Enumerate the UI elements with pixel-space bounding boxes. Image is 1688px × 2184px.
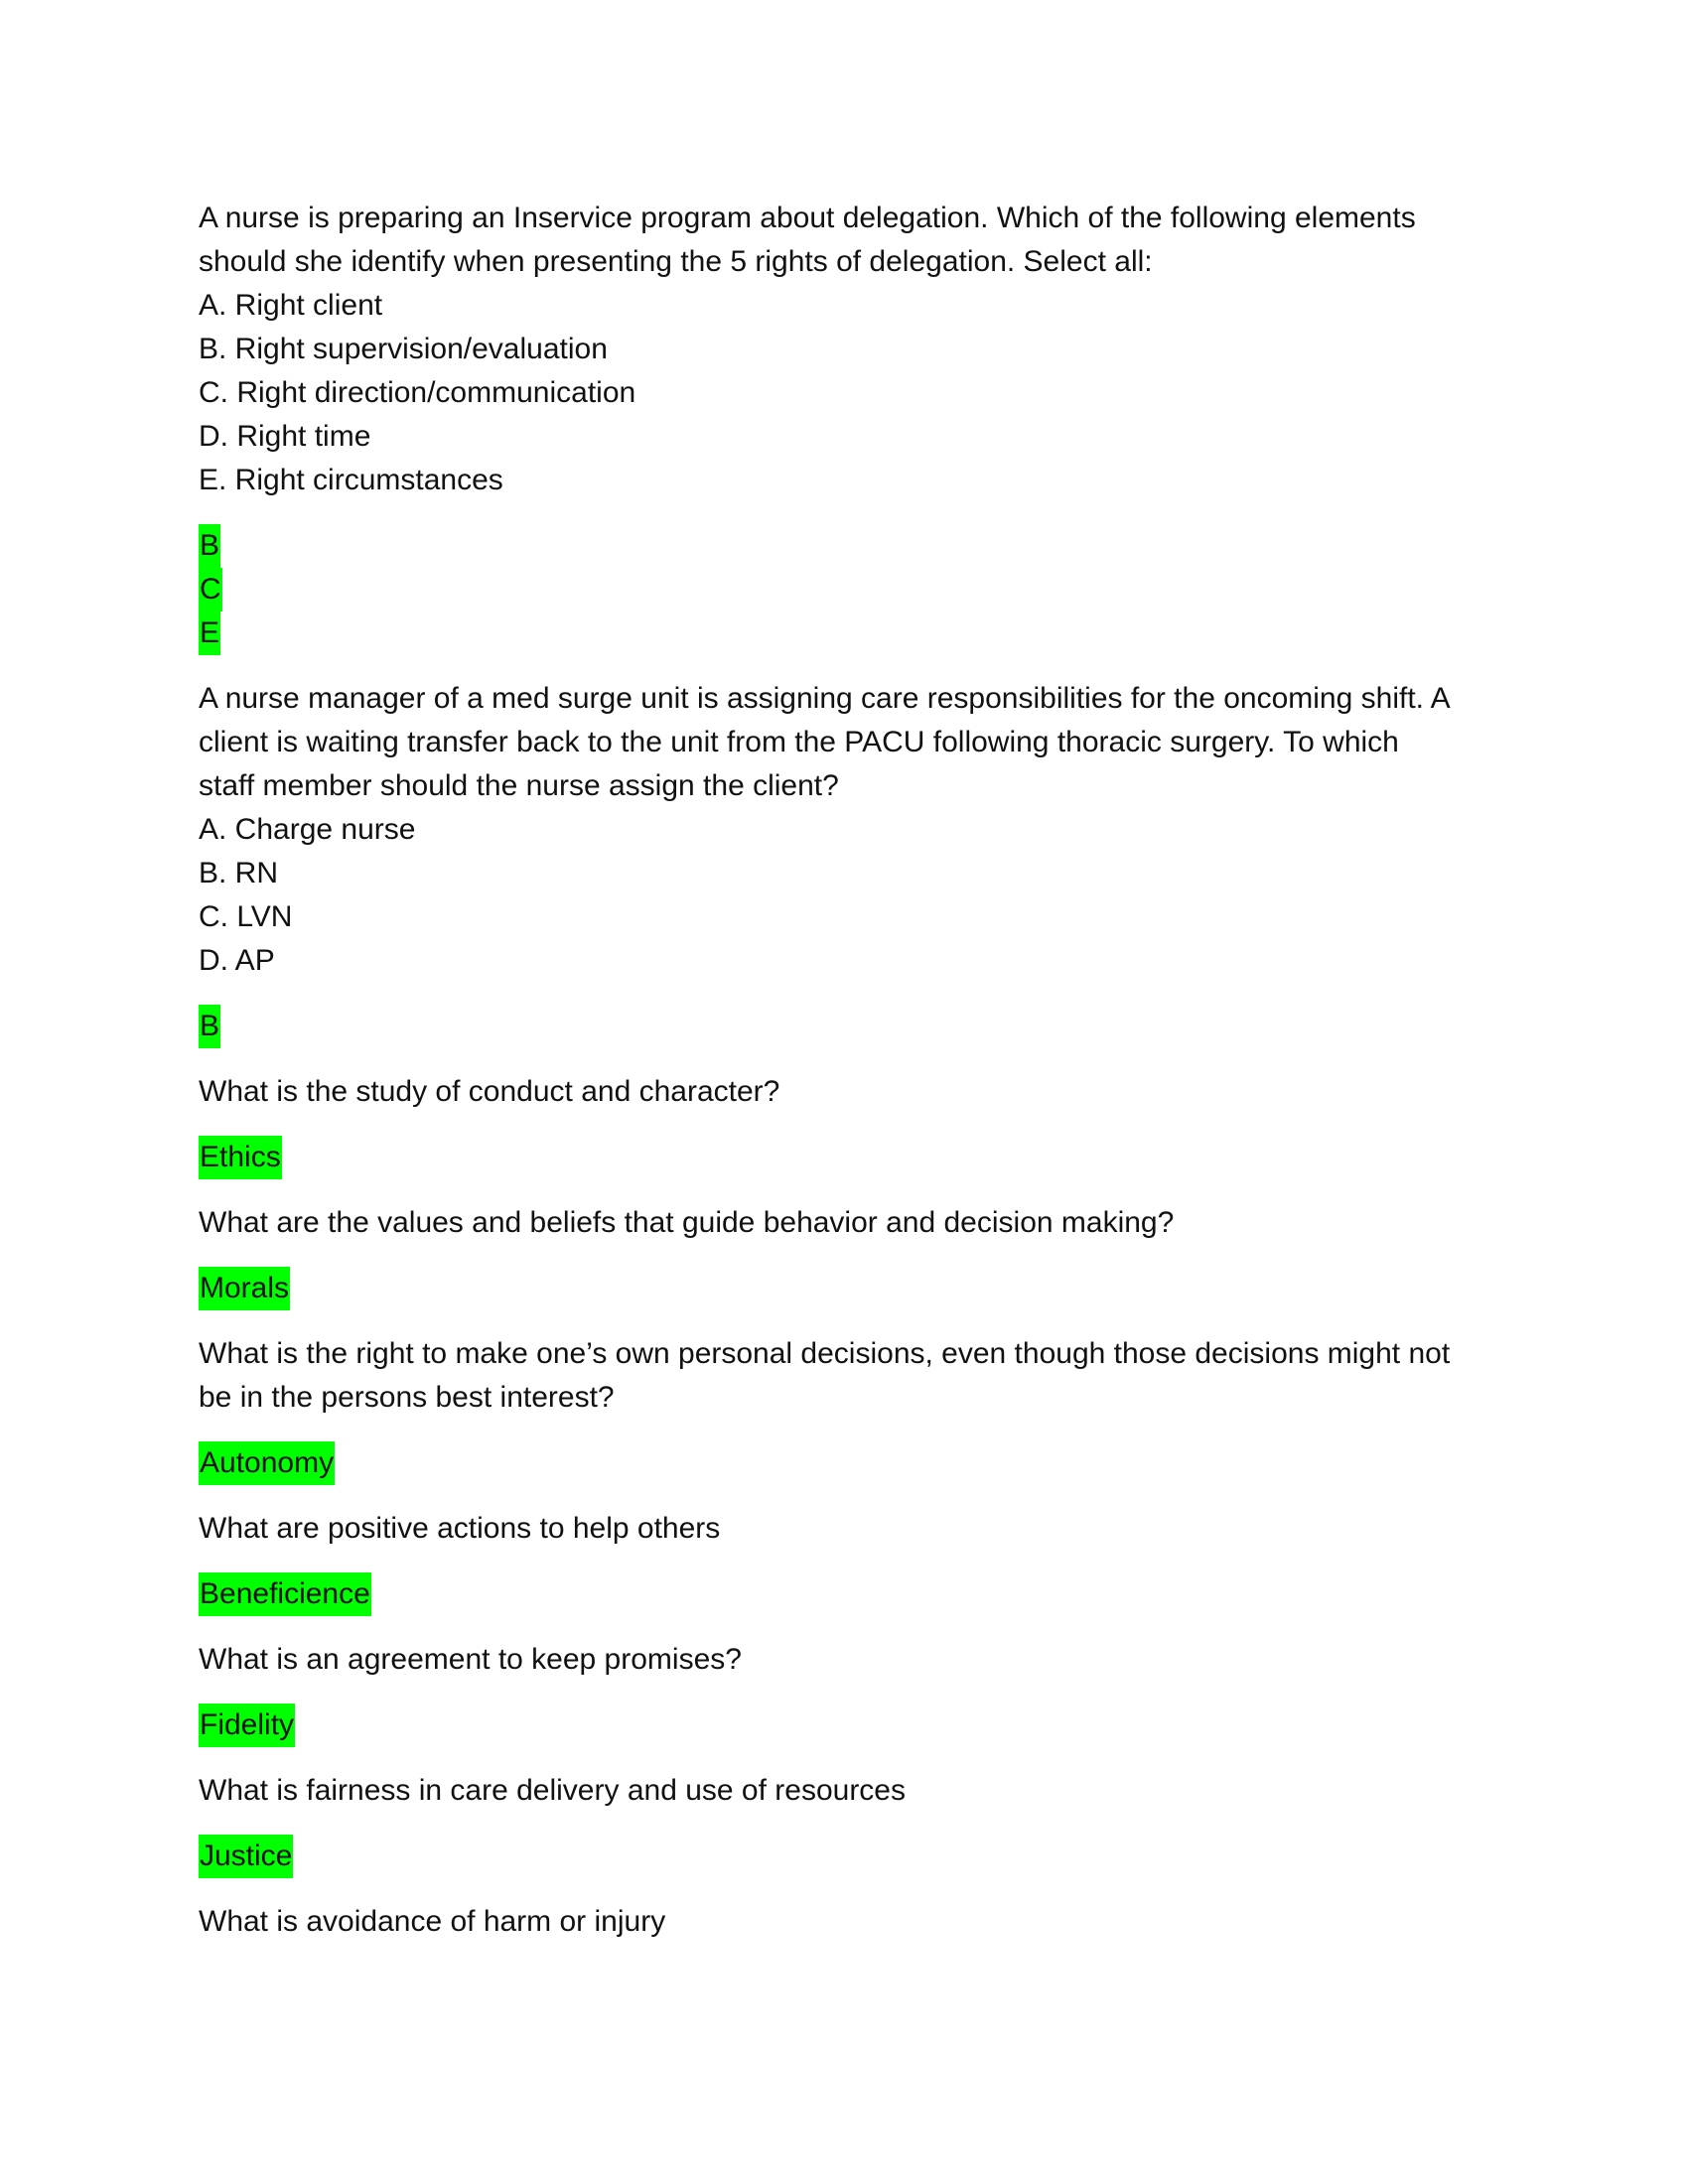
question-1-answer-3: E	[199, 612, 220, 655]
question-1-answers	[199, 524, 1509, 655]
question-4-answer-block	[199, 1267, 1509, 1310]
question-5-answer: Autonomy	[199, 1441, 335, 1485]
question-1-option-a: A. Right client	[199, 289, 383, 322]
question-9-text: What is avoidance of harm or injury	[199, 1905, 666, 1938]
question-5-text-line-1: What is the right to make one’s own personal decisions, even though those decisions might not	[199, 1337, 1451, 1370]
question-6-answer: Beneficience	[199, 1572, 371, 1616]
question-5	[199, 1332, 1509, 1420]
question-5-answer-block	[199, 1441, 1509, 1485]
question-2-stem-line-1: A nurse manager of a med surge unit is assigning care responsibilities for the oncoming shift. A	[199, 682, 1451, 715]
question-2-option-c: C. LVN	[199, 900, 293, 933]
question-1-stem-line-2: should she identify when presenting the 5 rights of delegation. Select all:	[199, 245, 1153, 278]
document-page	[199, 197, 1509, 1966]
question-4-answer: Morals	[199, 1267, 290, 1310]
question-1-stem-line-1: A nurse is preparing an Inservice program about delegation. Which of the following elements	[199, 202, 1416, 234]
question-2	[199, 677, 1509, 983]
question-8-answer: Justice	[199, 1835, 293, 1878]
question-3-text: What is the study of conduct and character?	[199, 1075, 780, 1108]
question-2-answer: B	[199, 1005, 220, 1048]
question-2-stem-line-3: staff member should the nurse assign the client?	[199, 769, 839, 802]
question-1	[199, 197, 1509, 502]
question-4	[199, 1201, 1509, 1245]
question-2-option-b: B. RN	[199, 857, 279, 889]
question-3-answer: Ethics	[199, 1136, 282, 1179]
question-1-answer-2: C	[199, 568, 222, 612]
question-7-answer-block	[199, 1704, 1509, 1747]
question-8-text: What is fairness in care delivery and use of resources	[199, 1774, 906, 1807]
question-2-option-d: D. AP	[199, 944, 275, 977]
question-7	[199, 1638, 1509, 1682]
question-2-stem-line-2: client is waiting transfer back to the unit from the PACU following thoracic surgery. To which	[199, 726, 1399, 758]
question-1-option-b: B. Right supervision/evaluation	[199, 333, 608, 365]
question-2-option-a: A. Charge nurse	[199, 813, 416, 846]
question-9	[199, 1900, 1509, 1944]
question-7-answer: Fidelity	[199, 1704, 295, 1747]
question-8-answer-block	[199, 1835, 1509, 1878]
question-1-option-d: D. Right time	[199, 420, 371, 453]
question-7-text: What is an agreement to keep promises?	[199, 1643, 742, 1676]
question-4-text: What are the values and beliefs that guide behavior and decision making?	[199, 1206, 1175, 1239]
question-6-text: What are positive actions to help others	[199, 1512, 721, 1545]
question-2-answer-block	[199, 1005, 1509, 1048]
question-1-option-e: E. Right circumstances	[199, 464, 503, 496]
question-1-answer-1: B	[199, 524, 220, 568]
question-6-answer-block	[199, 1572, 1509, 1616]
question-5-text-line-2: be in the persons best interest?	[199, 1381, 615, 1414]
question-6	[199, 1507, 1509, 1551]
question-8	[199, 1769, 1509, 1813]
question-3	[199, 1070, 1509, 1114]
question-3-answer-block	[199, 1136, 1509, 1179]
question-1-option-c: C. Right direction/communication	[199, 376, 636, 409]
